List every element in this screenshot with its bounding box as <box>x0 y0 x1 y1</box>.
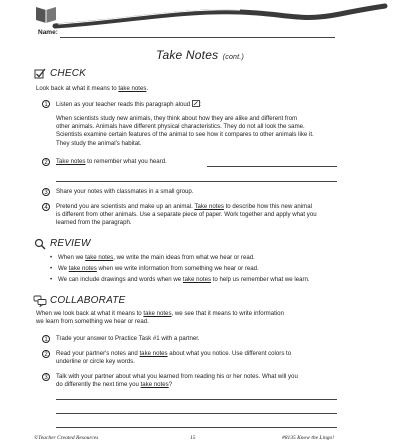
collaborate-item-1-text: Trade your answer to Practice Task #1 with a partner. <box>56 335 200 342</box>
notes-answer-line-1[interactable] <box>207 166 337 167</box>
page-title-sub: (cont.) <box>222 54 244 61</box>
paragraph-line: When scientists study new animals, they think about how they are alike and different from <box>56 115 298 122</box>
paragraph-line: They study the animal's habitat. <box>56 139 142 147</box>
check-item-3-text: Share your notes with classmates in a small group. <box>56 188 194 195</box>
review-heading: REVIEW <box>50 238 91 249</box>
paragraph-line: other animals. Animals have different physical characteristics. They do not all look the same. <box>56 123 305 131</box>
collaborate-item-3-number: 3 <box>42 373 50 381</box>
item4-line: is different from other animals. Use a separate piece of paper. Work together and apply what you <box>56 211 317 219</box>
collaborate-item-2-number: 2 <box>42 350 50 358</box>
collaborate-item-2-text: Read your partner's notes and take notes about what you notice. Use different colors to underline or circle key words. <box>56 350 292 366</box>
collaborate-answer-line-1[interactable] <box>56 399 337 400</box>
collaborate-heading: COLLABORATE <box>50 295 126 306</box>
scientist-paragraph <box>56 115 314 148</box>
check-heading: CHECK <box>50 68 87 79</box>
collaborate-intro-line: we learn from something we hear or read. <box>36 318 149 326</box>
review-bullet-2: • We take notes when we write information from something we hear or read. <box>58 265 310 273</box>
check-item-4-text: Pretend you are scientists and make up an animal. Take notes to describe how this new animal is different from other animals. Use a separate piece of paper. Work together and apply what you learned from the paragraph. <box>56 203 317 227</box>
review-bullets <box>58 254 310 285</box>
read-aloud-icon <box>192 100 200 107</box>
page-title-main: Take Notes <box>156 48 219 62</box>
magnifying-glass-icon <box>34 238 46 250</box>
check-item-2-text: Take notes to remember what you heard. <box>56 158 167 165</box>
collaborate-item-3-text: Talk with your partner about what you learned from reading his or her notes. What will you do differently the next time you take notes? <box>56 373 298 389</box>
item4-line: learned from the paragraph. <box>56 219 132 227</box>
collaborate-item-1-number: 1 <box>42 335 50 343</box>
name-line[interactable] <box>60 37 335 38</box>
take-notes-term: take notes <box>118 85 147 92</box>
footer-book-id: #8135 Know the Lingo! <box>282 435 335 441</box>
collaborate-item-2-line: underline or circle key words. <box>56 358 135 366</box>
notes-answer-line-2[interactable] <box>56 181 337 182</box>
speech-bubbles-icon <box>33 295 47 307</box>
collaborate-item-3-line: Talk with your partner about what you learned from reading his or her notes. What will you <box>56 373 298 380</box>
header-swoosh-decoration <box>0 0 400 30</box>
check-item-3-number: 3 <box>42 188 50 196</box>
collaborate-intro: When we look back at what it means to take notes, we see that it means to write information we learn from something we hear or read. <box>36 310 284 326</box>
footer-page-number: 15 <box>190 435 196 441</box>
check-intro: Look back at what it means to take notes. <box>36 85 149 92</box>
check-item-4-number: 4 <box>42 203 50 211</box>
footer-copyright: ©Teacher Created Resources <box>34 435 99 441</box>
open-book-icon <box>34 6 58 24</box>
collaborate-answer-line-2[interactable] <box>56 413 337 414</box>
review-bullet-1: • When we take notes, we write the main ideas from what we hear or read. <box>58 254 310 262</box>
check-item-1-number: 1 <box>42 100 50 108</box>
page-title <box>0 46 400 64</box>
check-item-1-text: Listen as your teacher reads this paragraph aloud : <box>56 101 202 108</box>
paragraph-line: Scientists examine certain features of the animal to see how it compares to other animals like it. <box>56 131 314 139</box>
collaborate-answer-line-3[interactable] <box>56 427 337 428</box>
check-item-2-number: 2 <box>42 158 50 166</box>
review-bullet-3: • We can include drawings and words when we take notes to help us remember what we learn. <box>58 276 310 284</box>
name-label: Name: <box>38 29 58 36</box>
checkbox-icon <box>34 68 46 79</box>
